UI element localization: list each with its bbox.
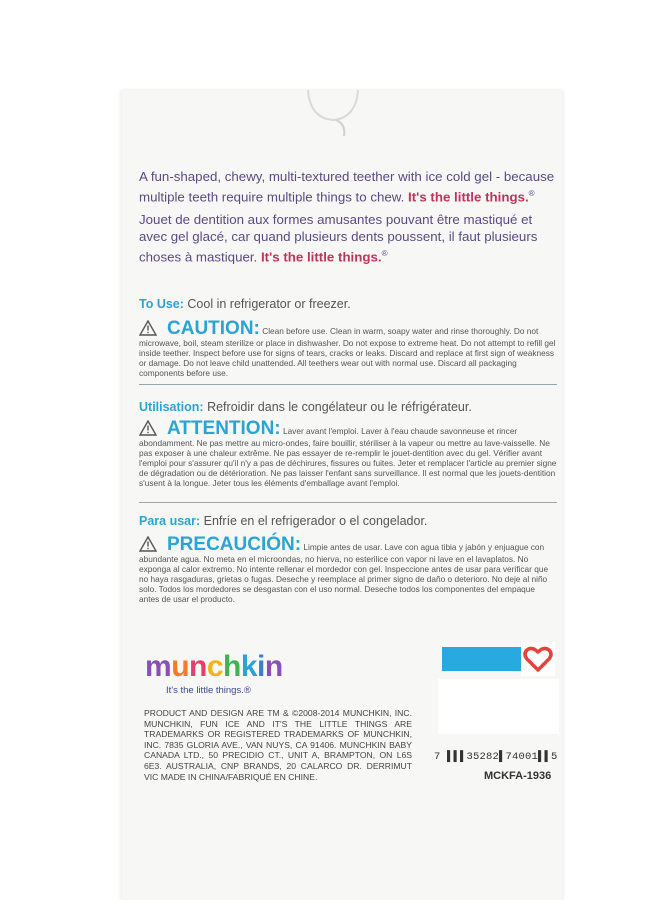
heart-icon bbox=[521, 642, 555, 676]
divider bbox=[139, 384, 557, 385]
attention-text: Laver avant l'emploi. Laver à l'eau chaude savonneuse et rincer abondamment. Ne pas mettre au micro-ondes, faire bouillir, stériliser à la vapeur ou mettre au lave-vaisselle. Ne pas exposer à une chaleur extrême. Ne pas essayer de re-remplir le jouet-dentition avec du gel. Vérifier avant l'emploi pour s'assurer qu'il n'y a pas de déchirures, fissures ou fuites. Jeter et remplacer l'article au premier signe de dégradation ou de détérioration. Ne pas laisser l'enfant sans surveillance. Il est normal que les jouets-dentition s'usent à la longue. Jeter tous les éléments d'emballage avant l'emploi. bbox=[139, 426, 557, 488]
logo-letter: u bbox=[171, 650, 190, 683]
intro-french-text: Jouet de dentition aux formes amusantes pouvant être mastiqué et avec gel glacé, car quand plusieurs dents poussent, il faut plusieurs choses à mastiquer. bbox=[139, 212, 538, 265]
sku-code: MCKFA-1936 bbox=[484, 770, 552, 782]
barcode-number: 7 ▌▌▌35282▌74001▌▌5 bbox=[434, 751, 558, 763]
precaucion-heading: PRECAUCIÓN: bbox=[167, 534, 302, 555]
intro-english bbox=[139, 168, 559, 205]
spanish-precaucion bbox=[139, 536, 557, 604]
attention-heading: ATTENTION: bbox=[167, 418, 281, 439]
color-bar bbox=[442, 647, 522, 671]
english-use bbox=[139, 297, 557, 311]
spanish-use-text: Enfríe en el refrigerador o el congelador. bbox=[203, 514, 428, 528]
caution-heading: CAUTION: bbox=[167, 318, 260, 339]
english-use-text: Cool in refrigerator or freezer. bbox=[187, 297, 351, 311]
spanish-section bbox=[139, 514, 557, 604]
logo-letter: n bbox=[189, 650, 207, 683]
caution-text: Clean before use. Clean in warm, soapy water and rinse thoroughly. Do not microwave, boil, steam sterilize or place in dishwasher. Do not expose to extreme heat. Do not attempt to refill gel inside teether. Inspect before use for signs of tears, cracks or leaks. Discard and replace at first sign of weakness or damage. Do not leave child unattended. All teethers wear out with normal use. Discard all packaging components before use. bbox=[139, 326, 556, 378]
english-caution bbox=[139, 320, 557, 378]
munchkin-logo bbox=[145, 650, 283, 684]
intro-french bbox=[139, 211, 559, 265]
logo-letter: m bbox=[145, 650, 172, 683]
registered-mark: ® bbox=[381, 249, 388, 258]
logo-letter: i bbox=[257, 650, 265, 683]
logo-letter: k bbox=[240, 650, 258, 683]
warning-triangle-icon bbox=[139, 536, 157, 552]
hang-tab-slot bbox=[288, 90, 378, 150]
logo-letter: h bbox=[223, 650, 241, 683]
logo-letter: c bbox=[206, 650, 224, 683]
french-attention bbox=[139, 420, 557, 488]
french-use bbox=[139, 400, 557, 414]
tagline-french: It's the little things. bbox=[260, 249, 382, 265]
brand-slogan: It's the little things.® bbox=[166, 685, 251, 696]
intro-english-text: A fun-shaped, chewy, multi-textured teether with ice cold gel - because multiple teeth require multiple things to chew. bbox=[139, 169, 555, 205]
french-use-label: Utilisation: bbox=[139, 400, 204, 414]
spanish-use-label: Para usar: bbox=[139, 514, 201, 528]
french-section bbox=[139, 400, 557, 488]
english-section bbox=[139, 297, 557, 378]
french-use-text: Refroidir dans le congélateur ou le réfrigérateur. bbox=[207, 400, 472, 414]
barcode-area bbox=[438, 679, 559, 734]
precaucion-text: Limpie antes de usar. Lave con agua tibia y jabón y enjuague con abundante agua. No meta en el microondas, no hierva, no esterilice con vapor ni lave en el lavaplatos. No exponga al calor extremo. No intente rellenar el mordedor con gel. Inspeccione antes de usar para verificar que no haya rasgaduras, grietas o fugas. Deseche y reemplace al primer signo de daño o deterioro. No deje al niño solo. Todos los mordedores se desgastan con el uso normal. Deseche todos los componentes del empaque antes de usar el producto. bbox=[139, 542, 549, 604]
warning-triangle-icon bbox=[139, 320, 157, 336]
english-use-label: To Use: bbox=[139, 297, 184, 311]
tagline-english: It's the little things. bbox=[408, 189, 529, 205]
legal-text: PRODUCT AND DESIGN ARE TM & ©2008-2014 MUNCHKIN, INC. MUNCHKIN, FUN ICE AND IT'S THE LITTLE THINGS ARE TRADEMARKS OR REGISTERED TRADEMARKS OF MUNCHKIN, INC. 7835 GLORIA AVE., VAN NUYS, CA 91406. MUNCHKIN BABY CANADA LTD., 50 PRECIDIO CT., UNIT A, BRAMPTON, ON L6S 6E3. AUSTRALIA, CNP BRANDS, 20 CALARCO DR. DERRIMUT VIC MADE IN CHINA/FABRIQUÉ EN CHINE. bbox=[144, 708, 412, 782]
divider bbox=[139, 502, 557, 503]
spanish-use bbox=[139, 514, 557, 528]
logo-letter: n bbox=[264, 650, 283, 683]
registered-mark: ® bbox=[528, 189, 535, 198]
warning-triangle-icon bbox=[139, 420, 157, 436]
